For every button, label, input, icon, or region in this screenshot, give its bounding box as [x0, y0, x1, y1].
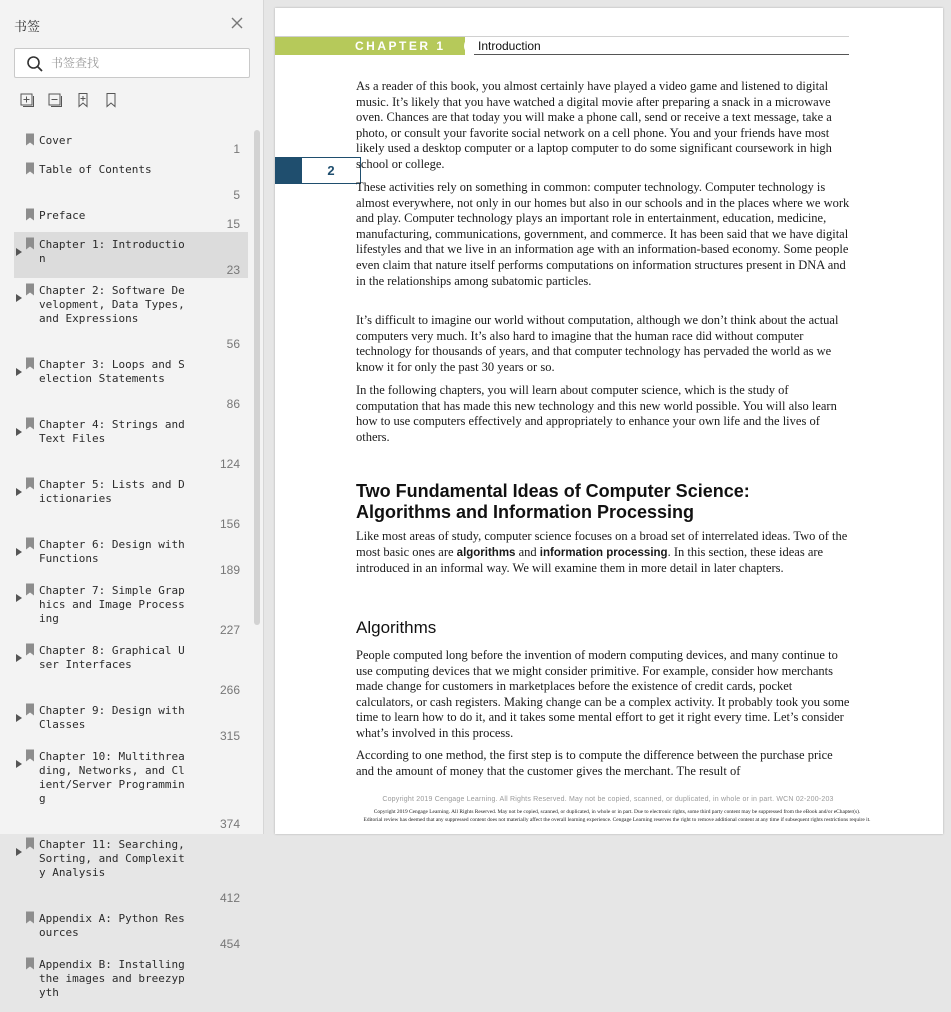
bookmark-page-number: 315 [219, 729, 240, 743]
expand-all-icon[interactable] [19, 92, 35, 108]
bookmark-item[interactable] [14, 532, 248, 578]
bookmark-page-number: 86 [226, 397, 240, 411]
bookmark-item[interactable] [14, 578, 248, 638]
bookmark-flag-icon [25, 837, 35, 850]
subsection-heading: Algorithms [356, 618, 437, 637]
chapter-label: CHAPTER 1 [355, 39, 446, 53]
bookmark-item[interactable] [14, 952, 248, 1012]
bookmark-label: Table of Contents [39, 163, 152, 176]
section-heading-line-2: Algorithms and Information Processing [356, 502, 695, 522]
bookmark-item[interactable] [14, 232, 248, 278]
bookmark-flag-icon [25, 749, 35, 762]
bookmark-flag-icon [25, 283, 35, 296]
bookmark-page-number: 156 [219, 517, 240, 531]
bookmark-page-number: 56 [226, 337, 240, 351]
bookmark-item[interactable] [14, 352, 248, 412]
copyright-watermark: Copyright 2019 Cengage Learning. All Rights Reserved. May not be copied, scanned, or duplicated, in whole or in part. WCN 02-200-203 [382, 796, 834, 803]
bookmark-page-number: 189 [219, 563, 240, 577]
bookmark-item[interactable] [14, 128, 248, 157]
bookmark-page-number: 454 [219, 937, 240, 951]
bookmark-item[interactable] [14, 906, 248, 952]
bookmark-flag-icon [25, 417, 35, 430]
bookmark-page-number: 374 [219, 817, 240, 831]
term-algorithms: algorithms [456, 546, 516, 559]
expand-caret-icon[interactable] [16, 709, 22, 717]
bookmark-item[interactable] [14, 157, 248, 203]
collapse-all-icon[interactable] [47, 92, 63, 108]
expand-caret-icon[interactable] [16, 289, 22, 297]
paragraph-6: People computed long before the invention of modern computing devices, and many continue to use computing devices that we might consider primitive. For example, consider how merchants made change for customers in marketplaces before the existence of credit cards, pocket calculators, or cash registers. Making change can be a complex activity. It probably took you some time to learn how to do it, and it takes some mental effort to get it right every time. Let’s consider what’s involved in this process. [356, 648, 850, 740]
bookmark-label: Chapter 11: Searching, Sorting, and Complexity Analysis [39, 838, 185, 879]
bookmark-item[interactable] [14, 412, 248, 472]
close-icon[interactable] [229, 15, 245, 31]
search-icon [26, 55, 44, 73]
bookmark-label: Chapter 2: Software Development, Data Types, and Expressions [39, 284, 185, 325]
bookmark-sidebar [0, 0, 264, 999]
bookmark-page-number: 412 [219, 891, 240, 905]
expand-caret-icon[interactable] [16, 543, 22, 551]
bookmark-search-input[interactable] [51, 53, 241, 73]
bookmark-flag-icon [25, 357, 35, 370]
document-page [275, 8, 943, 834]
bookmark-flag-icon [25, 537, 35, 550]
copyright-line-1: Copyright 2019 Cengage Learning. All Rights Reserved. May not be copied, scanned, or duplicated, in whole or in part. Due to electronic rights, some third party content may be suppressed from the eBook and/or eChapter(s). [373, 809, 861, 815]
bookmark-flag-icon [25, 583, 35, 596]
bookmark-label: Chapter 3: Loops and Selection Statements [39, 358, 185, 385]
paragraph-7: According to one method, the first step is to compute the difference between the purchase price and the amount of money that the customer gives the merchant. The result of [356, 748, 833, 778]
bookmark-label: Appendix A: Python Resources [39, 912, 185, 939]
copyright-notice [297, 809, 937, 824]
paragraph-2: These activities rely on something in common: computer technology. Computer technology is almost everywhere, not only in our homes but also in our schools and in the places where we work and play. Computer technology plays an important role in entertainment, education, medicine, manufacturing, communications, government, and commerce. It has been said that we have digital lifestyles and that we live in an information age with an information-based economy. Some people even claim that nature itself performs computations on information structures present in DNA and in the relationships among subatomic particles. [356, 180, 850, 288]
paragraph-5 [356, 529, 852, 577]
bookmark-flag-icon [25, 957, 35, 970]
chapter-rule [474, 54, 849, 55]
bookmark-item[interactable] [14, 698, 248, 744]
expand-caret-icon[interactable] [16, 483, 22, 491]
paragraph-3: It’s difficult to imagine our world without computation, although we don’t think about the actual computers very much. It’s also hard to imagine that the human race did without computer technology for thousands of years, and that computer technology has pervaded the world as we know it for only the past 30 years or so. [356, 313, 839, 374]
bookmark-page-number: 5 [233, 188, 240, 202]
bookmark-label: Chapter 5: Lists and Dictionaries [39, 478, 185, 505]
bookmark-page-number: 227 [219, 623, 240, 637]
page-number: 2 [301, 157, 361, 184]
bookmark-label: Cover [39, 134, 73, 147]
bookmark-flag-icon [25, 237, 35, 250]
expand-caret-icon[interactable] [16, 649, 22, 657]
bookmark-label: Chapter 9: Design with Classes [39, 704, 185, 731]
paragraph-5-text-a: Like most areas of study, computer science focuses on a broad set of interrelated ideas. Two of the most basic ones are [356, 529, 848, 559]
bookmark-label: Chapter 6: Design with Functions [39, 538, 185, 565]
bookmark-flag-icon [25, 208, 35, 221]
paragraph-1: As a reader of this book, you almost certainly have played a video game and listened to digital music. It’s likely that you have watched a digital movie after preparing a snack in a microwave oven. Chances are that today you will make a phone call, send or receive a text message, take a photo, or consult your favorite social network on a cell phone. You and your friends have most likely used a desktop computer or a laptop computer to do some significant coursework in high school or college. [356, 79, 832, 171]
bookmark-item[interactable] [14, 203, 248, 232]
bookmark-flag-icon [25, 911, 35, 924]
expand-caret-icon[interactable] [16, 843, 22, 851]
copyright-line-2: Editorial review has deemed that any suppressed content does not materially affect the overall learning experience. Cengage Learning reserves the right to remove additional content at any time if subsequent rights restrictions require it. [363, 816, 871, 823]
bookmark-page-number: 23 [226, 263, 240, 277]
bookmark-flag-icon [25, 643, 35, 656]
bookmark-flag-icon [25, 477, 35, 490]
bookmark-label: Chapter 7: Simple Graphics and Image Processing [39, 584, 185, 625]
expand-caret-icon[interactable] [16, 423, 22, 431]
page-number-marker [275, 157, 301, 184]
expand-caret-icon[interactable] [16, 589, 22, 597]
add-bookmark-icon[interactable] [75, 92, 91, 108]
bookmark-page-number: 124 [219, 457, 240, 471]
bookmark-search-box[interactable] [14, 48, 250, 78]
bookmark-page-number: 266 [219, 683, 240, 697]
chapter-title: Introduction [478, 39, 541, 53]
section-heading-line-1: Two Fundamental Ideas of Computer Science: [356, 481, 750, 501]
bookmark-flag-icon [25, 162, 35, 175]
bookmark-label: Chapter 1: Introduction [39, 238, 185, 265]
bookmark-item[interactable] [14, 638, 248, 698]
sidebar-scrollbar[interactable] [254, 130, 260, 625]
expand-caret-icon[interactable] [16, 243, 22, 251]
bookmark-item[interactable] [14, 472, 248, 532]
bookmark-label: Chapter 10: Multithreading, Networks, and Client/Server Programming [39, 750, 185, 805]
bookmark-label: Preface [39, 209, 86, 222]
sidebar-title: 书签 [14, 20, 41, 35]
bookmark-page-number: 1 [233, 142, 240, 156]
paragraph-4: In the following chapters, you will learn about computer science, which is the study of computation that has made this new technology and this new world possible. You will also learn how to use computers effectively and appropriately to enhance your own life and the lives of others. [356, 383, 837, 444]
bookmark-item[interactable] [14, 744, 248, 832]
bookmark-page-number: 15 [226, 217, 240, 231]
bookmark-label: Appendix B: Installing the images and breezypyth [39, 958, 185, 999]
bookmark-flag-icon [25, 133, 35, 146]
expand-caret-icon[interactable] [16, 755, 22, 763]
bookmark-item[interactable] [14, 832, 248, 906]
expand-caret-icon[interactable] [16, 363, 22, 371]
bookmark-icon[interactable] [103, 92, 119, 108]
paragraph-5-and: and [515, 544, 540, 559]
paragraph-5-text-c: . In this section, these ideas are introduced in an informal way. We will examine them in more detail in later chapters. [356, 544, 824, 576]
bookmark-list [14, 128, 248, 999]
section-heading [356, 481, 836, 523]
bookmark-item[interactable] [14, 278, 248, 352]
chapter-bar-notch [464, 37, 474, 55]
bookmark-label: Chapter 4: Strings and Text Files [39, 418, 185, 445]
bookmark-flag-icon [25, 703, 35, 716]
bookmark-label: Chapter 8: Graphical User Interfaces [39, 644, 185, 671]
term-information-processing: information processing [539, 546, 668, 559]
